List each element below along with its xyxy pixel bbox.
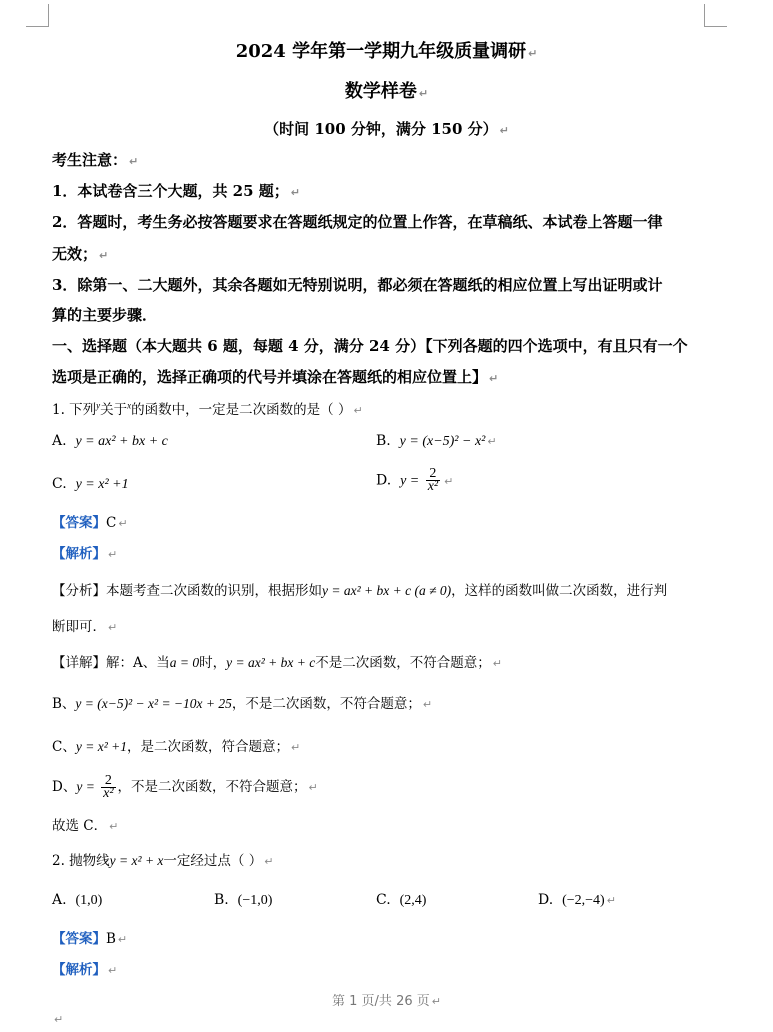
page-footer: 第 1 页/共 26 页 ↵ — [332, 994, 441, 1009]
notice-item-2-line-1: 2．答题时，考生务必按答题要求在答题纸规定的位置上作答，在草稿纸、本试卷上答题一律 — [52, 213, 663, 231]
page-title: 2024 学年第一学期九年级质量调研 ↵ — [235, 41, 538, 62]
time-note: （时间 100 分钟，满分 150 分） ↵ — [264, 120, 509, 138]
q1-option-a: A. y = ax² + bx + c — [52, 433, 168, 449]
q2-option-b: B. (−1,0) — [214, 892, 273, 908]
notice-item-1: 1．本试卷含三个大题，共 25 题； ↵ — [52, 182, 300, 200]
q1-analysis-tag: 【解析】 ↵ — [52, 546, 118, 562]
notice-item-2-line-2: 无效； ↵ — [52, 245, 109, 263]
section-1-heading-line-2: 选项是正确的，选择正确项的代号并填涂在答题纸的相应位置上】 ↵ — [52, 368, 499, 386]
q1-option-c: C. y = x² +1 — [52, 476, 129, 492]
q1-option-b: B. y = (x−5)² − x² ↵ — [376, 433, 497, 449]
q1-conclusion: 故选 C． ↵ — [52, 818, 119, 834]
q2-stem: 2. 抛物线y = x² + x一定经过点（ ） ↵ — [52, 853, 274, 869]
q2-answer: 【答案】B ↵ — [52, 931, 128, 947]
q1-detail-b: B、y = (x−5)² − x² = −10x + 25，不是二次函数，不符合题意； ↵ — [52, 696, 433, 712]
q1-stem: 1. 下列$^y$关于$^x$的函数中，一定是二次函数的是（ ） ↵ — [52, 400, 363, 418]
crop-mark-right-h — [704, 26, 727, 27]
q2-analysis-tag: 【解析】 ↵ — [52, 962, 118, 978]
notice-item-3-line-2: 算的主要步骤． — [52, 306, 158, 324]
notice-heading: 考生注意： ↵ — [52, 151, 139, 169]
page-subtitle: 数学样卷 ↵ — [344, 81, 429, 102]
q1-detail-c: C、y = x² +1，是二次函数，符合题意； ↵ — [52, 739, 301, 755]
notice-item-3-line-1: 3．除第一、二大题外，其余各题如无特别说明，都必须在答题纸的相应位置上写出证明或计 — [52, 276, 663, 294]
section-1-heading-line-1: 一、选择题（本大题共 6 题，每题 4 分，满分 24 分）【下列各题的四个选项中，有且只有一个 — [52, 337, 688, 355]
q1-fenxi-line-1: 【分析】本题考查二次函数的识别，根据形如y = ax² + bx + c (a ≠ 0)，这样的函数叫做二次函数，进行判 — [52, 583, 668, 599]
q2-option-d: D. (−2,−4) ↵ — [538, 892, 616, 908]
q1-answer: 【答案】C ↵ — [52, 515, 128, 531]
q1-option-d-fraction: $\frac{2}{\text{x²}}$ — [427, 466, 439, 494]
crop-mark-left-h — [26, 26, 49, 27]
trailing-paragraph-mark: ↵ — [54, 1013, 64, 1026]
q2-option-a: A. (1,0) — [52, 892, 103, 908]
crop-mark-right-v — [704, 4, 705, 26]
crop-mark-left-v — [48, 4, 49, 26]
q1-detail-a: 【详解】解：A、当a = 0时，y = ax² + bx + c不是二次函数，不符合题意； ↵ — [52, 655, 502, 671]
q2-option-c: C. (2,4) — [376, 892, 427, 908]
q1-fenxi-line-2: 断即可． ↵ — [52, 619, 118, 635]
q1-detail-d-fraction: $\frac{2}{\text{x²}}$ — [103, 773, 114, 801]
q1-detail-d: D、y = $\frac{2}{\text{x²}}$ ，不是二次函数，不符合题意； ↵ — [52, 773, 318, 801]
q1-option-d: D. y = $\frac{2}{\text{x²}}$ ↵ — [376, 466, 454, 494]
